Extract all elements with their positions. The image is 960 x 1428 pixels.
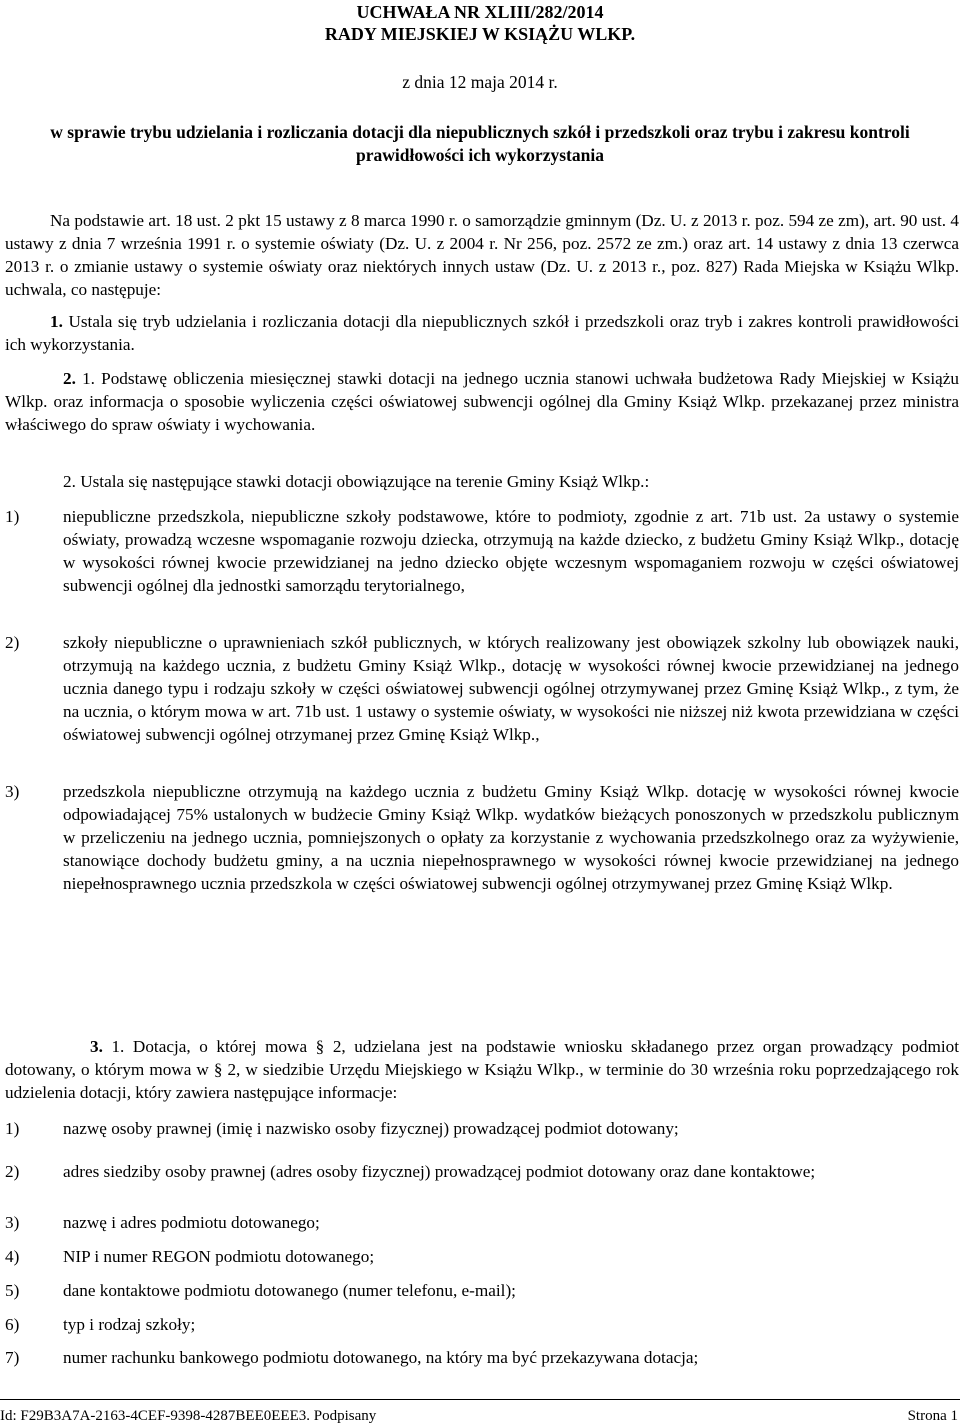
list-item [5, 1160, 959, 1183]
section-2-mark: 2. [63, 369, 76, 388]
issuing-body: RADY MIEJSKIEJ W KSIĄŻU WLKP. [324, 24, 636, 44]
list-item-number: 4) [5, 1247, 20, 1266]
section-3-mark: 3. [90, 1037, 103, 1056]
preamble: Na podstawie art. 18 ust. 2 pkt 15 ustawy z 8 marca 1990 r. o samorządzie gminnym (Dz. U. z 2013 r. poz. 594 ze zm), art. 90 ust. 4 ustawy z dnia 7 września 1991 r. o systemie oświaty (Dz. U. z 2004 r. Nr 256, poz. 2572 ze zm.) oraz art. 14 ustawy z dnia 13 czerwca 2013 r. o zmianie ustawy o systemie oświaty oraz niektórych innych ustaw (Dz. U. z 2013 r., poz. 827) Rada Miejska w Książu Wlkp. uchwala, co następuje: [5, 211, 959, 299]
list-item-number: 1) [5, 1119, 20, 1138]
list-item [5, 1313, 959, 1336]
list-item-text: NIP i numer REGON podmiotu dotowanego; [63, 1247, 375, 1266]
list-item-text: przedszkola niepubliczne otrzymują na każdego ucznia z budżetu Gminy Książ Wlkp. dotację w wysokości równej kwocie odpowiadającej 75% ustalonych w budżecie Gminy Książ Wlkp. wydatków bieżących ponoszonych w przedszkolu publicznym w przeliczeniu na jednego ucznia, pomniejszonych o opłaty za korzystanie z wychowania przedszkolnego oraz za wyżywienie, stanowiące dochody budżetu gminy, a na ucznia niepełnosprawnego w wysokości równej kwocie przewidzianej na jednego niepełnosprawnego ucznia przedszkola w części oświatowej subwencji ogólnej otrzymywanej przez Gminę Książ Wlkp. [63, 782, 959, 893]
footer-divider [0, 1399, 960, 1400]
list-item-number: 3) [5, 782, 20, 801]
page-number: Strona 1 [907, 1408, 958, 1424]
resolution-date: z dnia 12 maja 2014 r. [402, 72, 558, 92]
list-item-text: nazwę osoby prawnej (imię i nazwisko osoby fizycznej) prowadzącej podmiot dotowany; [63, 1119, 679, 1138]
section-2-paragraph-2: 2. Ustala się następujące stawki dotacji obowiązujące na terenie Gminy Książ Wlkp.: [63, 472, 650, 491]
list-item [5, 1245, 959, 1268]
section-3 [5, 1035, 959, 1104]
list-item-text: numer rachunku bankowego podmiotu dotowanego, na który ma być przekazywana dotacja; [63, 1348, 699, 1367]
resolution-number: UCHWAŁA NR XLIII/282/2014 [356, 2, 604, 22]
list-item [5, 1346, 959, 1369]
list-item-text: dane kontaktowe podmiotu dotowanego (numer telefonu, e-mail); [63, 1281, 516, 1300]
list-item-number: 7) [5, 1348, 20, 1367]
section-3-text: 1. Dotacja, o której mowa § 2, udzielana jest na podstawie wniosku składanego przez organ prowadzący podmiot dotowany, o którym mowa w § 2, w siedzibie Urzędu Miejskiego w Książu Wlkp., w terminie do 30 września roku poprzedzającego rok udzielenia dotacji, który zawiera następujące informacje: [5, 1037, 959, 1102]
list-item [5, 631, 959, 746]
list-item-number: 1) [5, 507, 20, 526]
list-item [5, 1211, 959, 1234]
section-2-paragraph-1 [5, 367, 959, 436]
list-item-text: adres siedziby osoby prawnej (adres osoby fizycznej) prowadzącej podmiot dotowany oraz dane kontaktowe; [63, 1162, 816, 1181]
list-item-number: 5) [5, 1281, 20, 1300]
section-2-text: 1. Podstawę obliczenia miesięcznej stawki dotacji na jednego ucznia stanowi uchwała budżetowa Rady Miejskiej w Książu Wlkp. oraz informacja o sposobie wyliczenia części oświatowej subwencji ogólnej dla Gminy Książ Wlkp. przekazanej przez ministra właściwego do spraw oświaty i wychowania. [5, 369, 959, 434]
section-1-mark: 1. [50, 312, 63, 331]
list-item-number: 2) [5, 633, 20, 652]
list-item-number: 3) [5, 1213, 20, 1232]
list-item-text: niepubliczne przedszkola, niepubliczne szkoły podstawowe, które to podmioty, zgodnie z art. 71b ust. 2a ustawy o systemie oświaty, prowadzą wczesne wspomaganie rozwoju dziecka, otrzymują na każde dziecko, z budżetu Gminy Książ Wlkp., dotację w wysokości równej kwocie przewidzianej na jedno dziecko objęte wczesnym wspomaganiem rozwoju w części oświatowej subwencji ogólnej dla jednostki samorządu terytorialnego, [63, 507, 959, 595]
list-item [5, 1279, 959, 1302]
section-1 [5, 310, 959, 356]
list-item-text: typ i rodzaj szkoły; [63, 1315, 196, 1334]
list-item-text: szkoły niepubliczne o uprawnieniach szkół publicznych, w których realizowany jest obowiązek szkolny lub obowiązek nauki, otrzymują na każdego ucznia, z budżetu Gminy Książ Wlkp., dotację w wysokości równej kwocie przewidzianej na jednego ucznia danego typu i rodzaju szkoły w części oświatowej subwencji ogólnej otrzymywanej przez Gminę Książ Wlkp., z tym, że na ucznia, o którym mowa w art. 71b ust. 1 ustawy o systemie oświaty, w wysokości nie niższej niż kwota przewidziana w części oświatowej subwencji ogólnej otrzymanej przez Gminę Książ Wlkp., [63, 633, 959, 744]
list-item-number: 2) [5, 1162, 20, 1181]
resolution-subject: w sprawie trybu udzielania i rozliczania dotacji dla niepublicznych szkół i przedszkoli oraz trybu i zakresu kontroli prawidłowości ich wykorzystania [50, 122, 910, 165]
list-item [5, 505, 959, 597]
document-id: Id: F29B3A7A-2163-4CEF-9398-4287BEE0EEE3. Podpisany [0, 1408, 377, 1424]
list-item [5, 1117, 959, 1140]
list-item-text: nazwę i adres podmiotu dotowanego; [63, 1213, 320, 1232]
list-item-number: 6) [5, 1315, 20, 1334]
section-1-text: Ustala się tryb udzielania i rozliczania dotacji dla niepublicznych szkół i przedszkoli oraz tryb i zakres kontroli prawidłowości ich wykorzystania. [5, 312, 959, 354]
list-item [5, 780, 959, 895]
